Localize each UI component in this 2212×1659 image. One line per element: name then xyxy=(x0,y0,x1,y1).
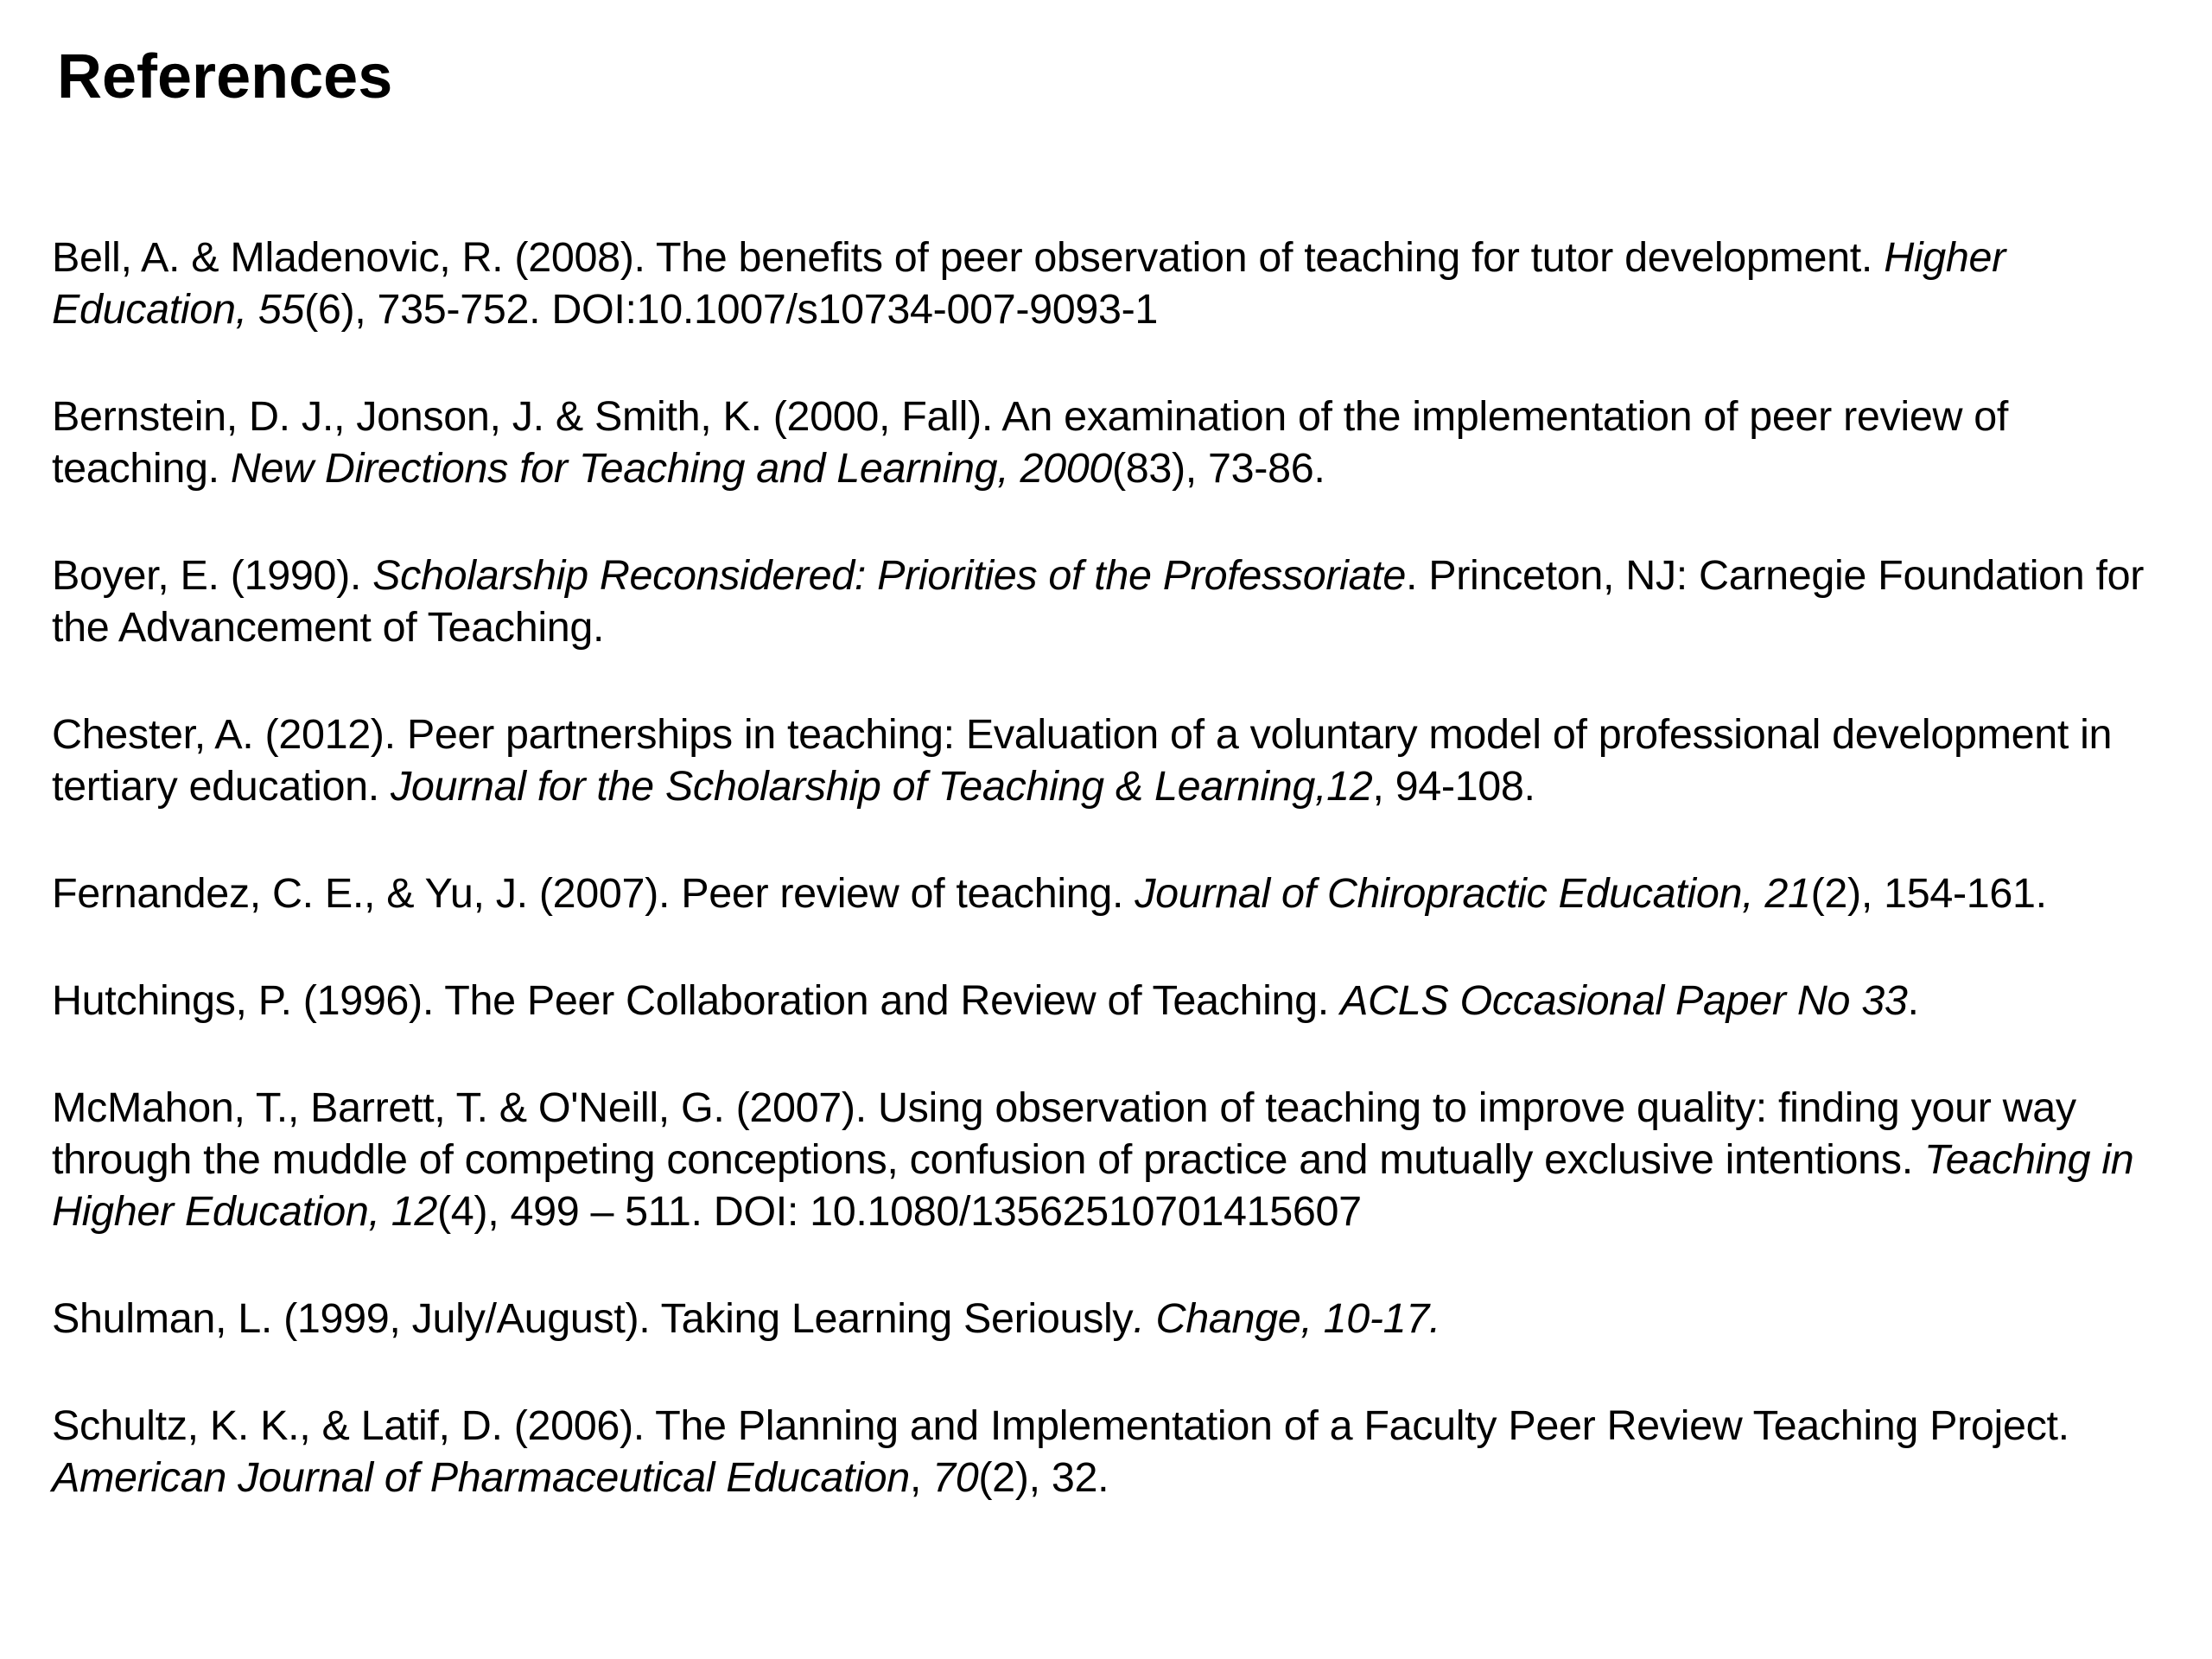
reference-text: . xyxy=(1907,977,1919,1024)
reference-entry xyxy=(52,1082,2186,1237)
reference-source-italic: Journal for the Scholarship of Teaching & Learning,12 xyxy=(391,763,1373,810)
reference-text: Bell, A. & Mladenovic, R. (2008). The benefits of peer observation of teaching for tutor development. xyxy=(52,234,1885,281)
reference-entry xyxy=(52,1400,2186,1503)
reference-source-italic: Teaching in Higher Education, 12 xyxy=(52,1136,2134,1235)
reference-text: (2), 154-161. xyxy=(1810,870,2047,917)
reference-text: McMahon, T., Barrett, T. & O'Neill, G. (2007). Using observation of teaching to improve quality: finding your way through the muddle of competing conceptions, confusion of practice and mutually exclusive intentions. xyxy=(52,1084,2076,1183)
reference-text: . Princeton, NJ: Carnegie Foundation for the Advancement of Teaching. xyxy=(52,552,2145,651)
reference-source-italic: New Directions for Teaching and Learning, 2000 xyxy=(230,445,1112,492)
reference-text: Chester, A. (2012). Peer partnerships in teaching: Evaluation of a voluntary model of professional development in tertiary education. xyxy=(52,711,2113,810)
reference-source-italic: . Change, 10-17. xyxy=(1133,1295,1441,1342)
reference-entry xyxy=(52,1293,2186,1344)
reference-text: Schultz, K. K., & Latif, D. (2006). The Planning and Implementation of a Faculty Peer Review Teaching Project. xyxy=(52,1402,2069,1449)
reference-entry xyxy=(52,391,2186,494)
reference-text: (4), 499 – 511. DOI: 10.1080/13562510701415607 xyxy=(436,1188,1362,1235)
reference-text: Bernstein, D. J., Jonson, J. & Smith, K. (2000, Fall). An examination of the implementation of peer review of teaching. xyxy=(52,393,2009,492)
reference-text: Shulman, L. (1999, July/August). Taking Learning Seriously xyxy=(52,1295,1134,1342)
reference-text: (6), 735-752. DOI:10.1007/s10734-007-9093-1 xyxy=(304,286,1159,333)
reference-text: Fernandez, C. E., & Yu, J. (2007). Peer review of teaching. xyxy=(52,870,1135,917)
reference-source-italic: ACLS Occasional Paper No 33 xyxy=(1340,977,1908,1024)
reference-entry xyxy=(52,709,2186,812)
reference-entry xyxy=(52,868,2186,919)
reference-source-italic: Scholarship Reconsidered: Priorities of the Professoriate xyxy=(372,552,1406,599)
reference-entry xyxy=(52,550,2186,653)
reference-entry xyxy=(52,975,2186,1027)
reference-list xyxy=(52,232,2186,1559)
reference-source-italic: 70 xyxy=(932,1454,979,1501)
reference-text: (2), 32. xyxy=(978,1454,1109,1501)
reference-text: , 94-108. xyxy=(1372,763,1535,810)
reference-text: Hutchings, P. (1996). The Peer Collaboration and Review of Teaching. xyxy=(52,977,1341,1024)
reference-source-italic: Higher Education, 55 xyxy=(52,234,2005,333)
reference-text: Boyer, E. (1990). xyxy=(52,552,373,599)
reference-text: , xyxy=(909,1454,933,1501)
page-title: References xyxy=(57,42,393,111)
reference-source-italic: Journal of Chiropractic Education, 21 xyxy=(1135,870,1811,917)
reference-text: (83), 73-86. xyxy=(1111,445,1325,492)
reference-source-italic: American Journal of Pharmaceutical Education xyxy=(52,1454,910,1501)
reference-entry xyxy=(52,232,2186,335)
